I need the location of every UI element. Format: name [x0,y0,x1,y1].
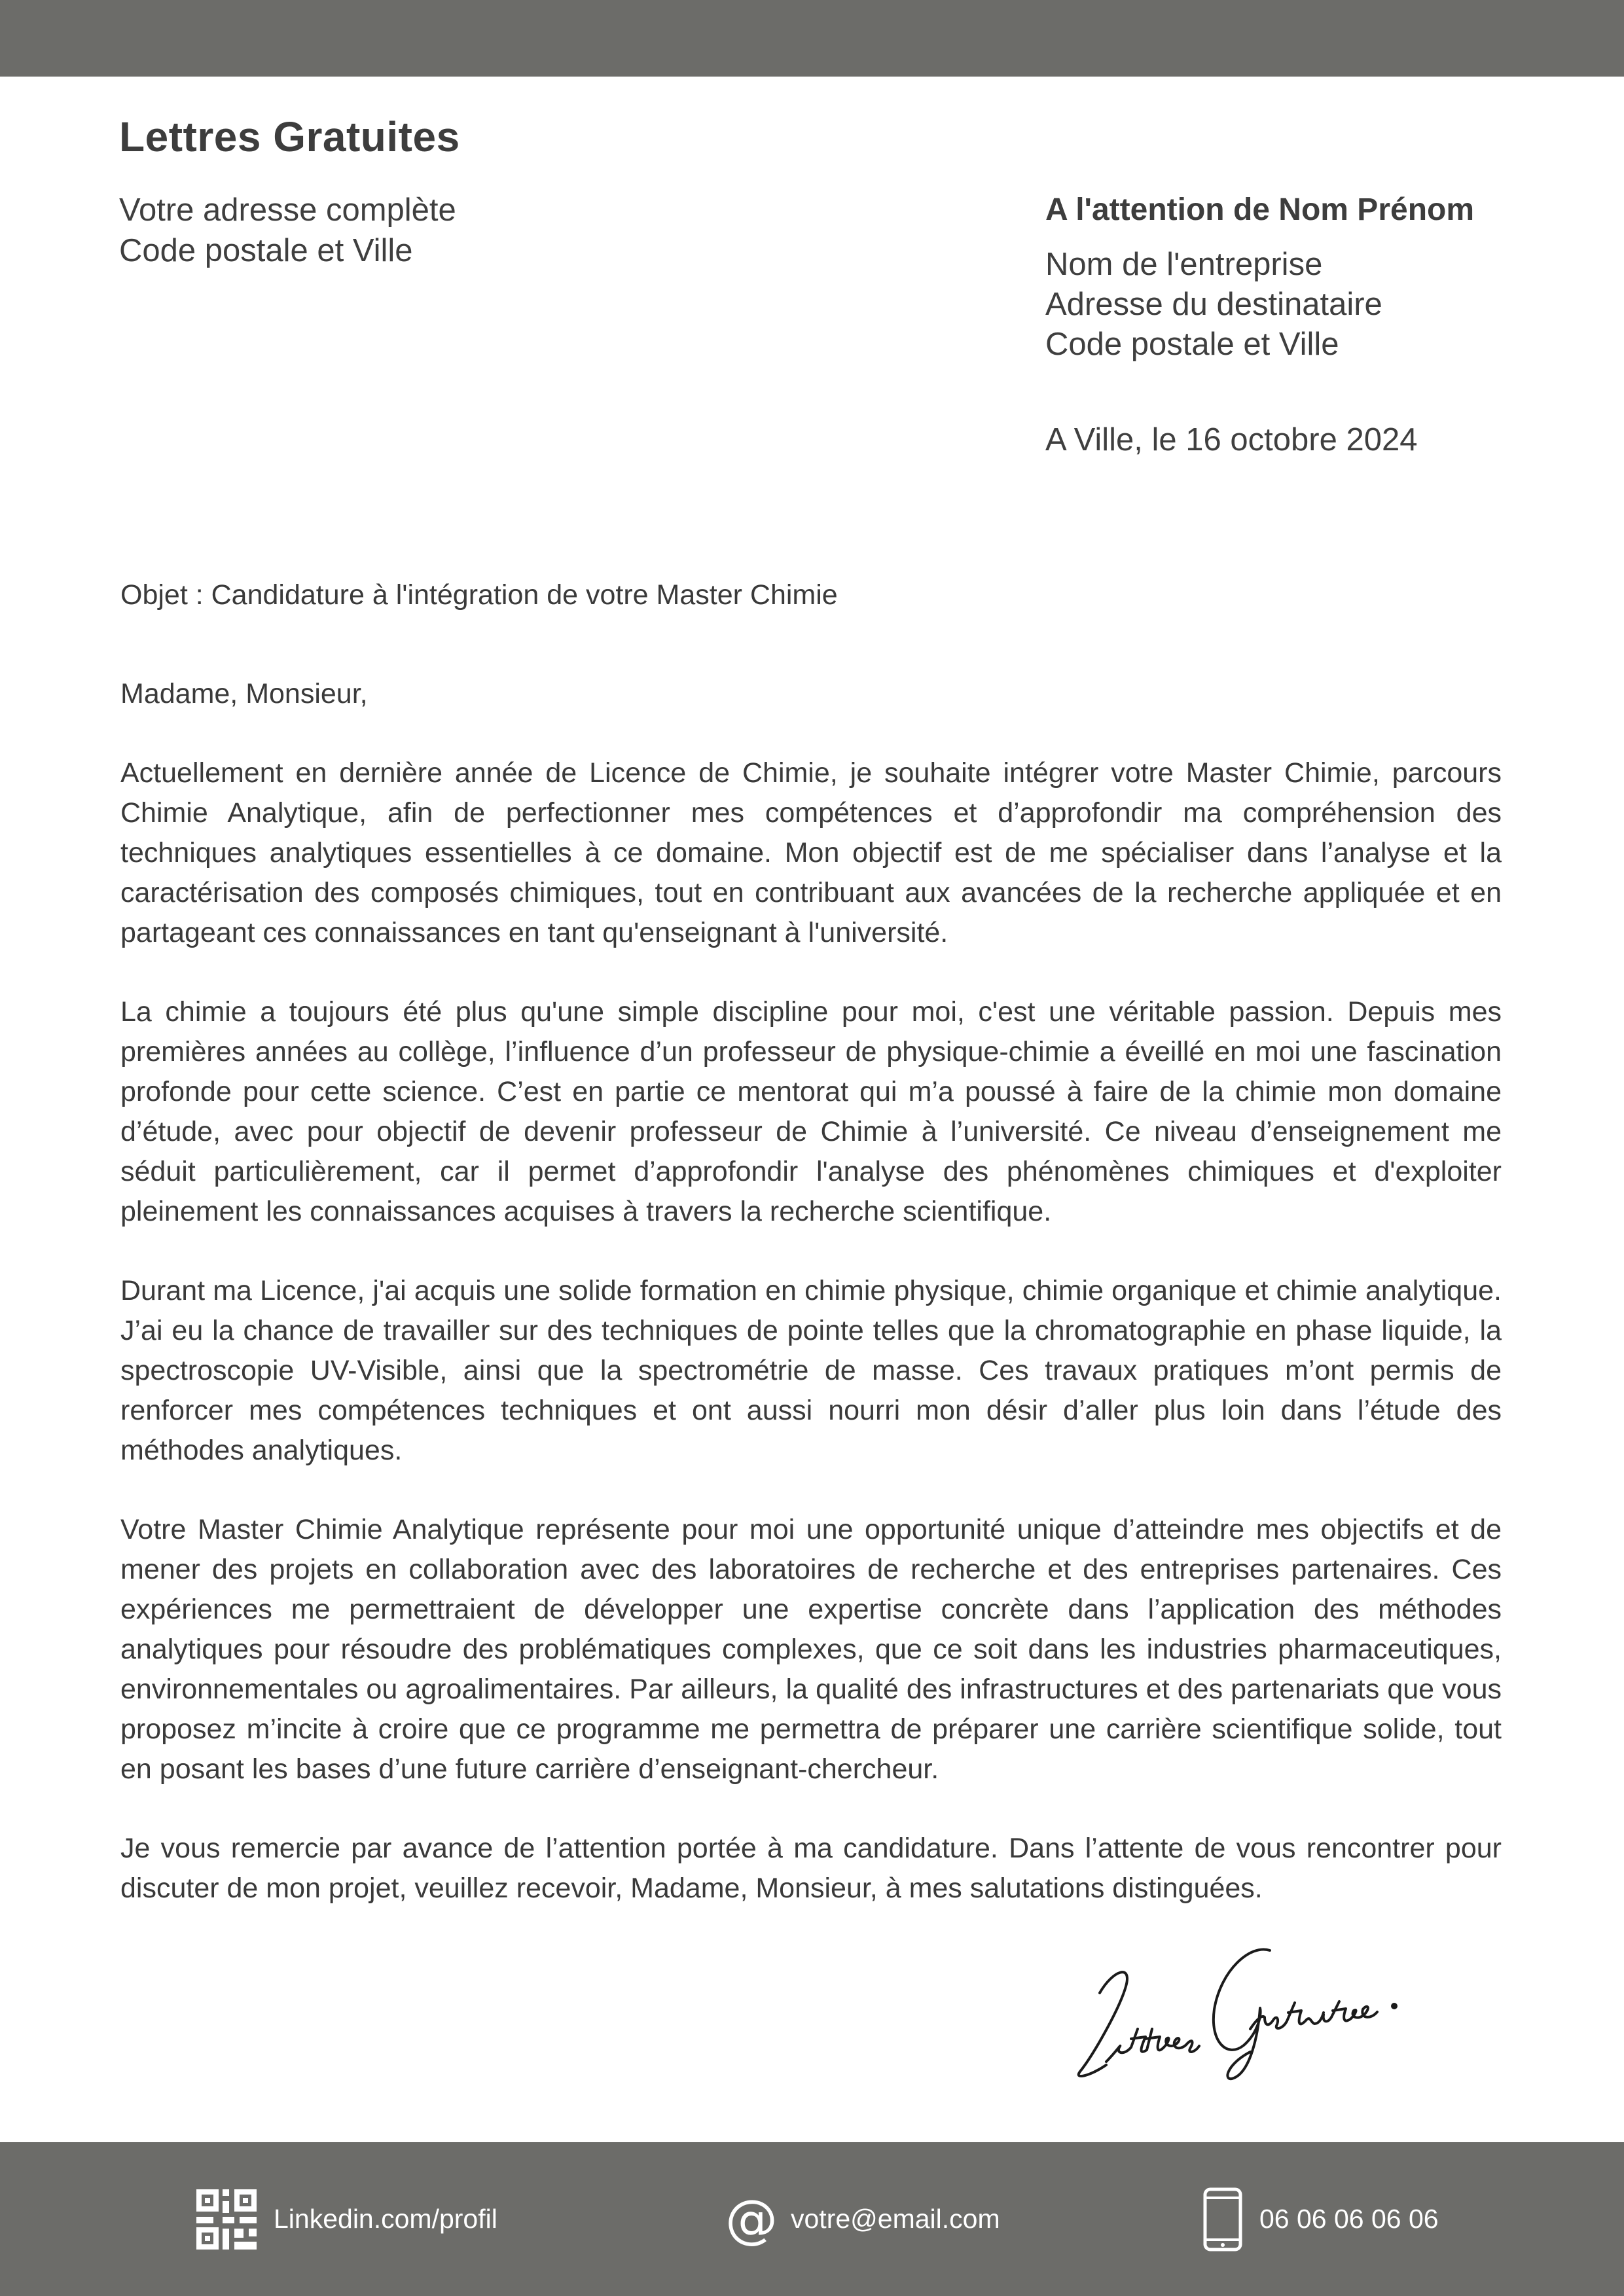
paragraph-3: Durant ma Licence, j'ai acquis une solide formation en chimie physique, chimie organique et chimie analytique. J’ai eu la chance de travailler sur des techniques de pointe telles que la chromatographie en phase liquide, la spectroscopie UV-Visible, ainsi que la spectrométrie de masse. Ces travaux pratiques m’ont permis de renforcer mes compétences techniques et ont aussi nourri mon désir d’aller plus loin dans l’étude des méthodes analytiques. [120,1275,1502,1466]
letter-object: Objet : Candidature à l'intégration de votre Master Chimie [120,579,838,611]
phone-number[interactable]: 06 06 06 06 06 [1259,2204,1439,2234]
letter-body [120,674,1502,1948]
recipient-street: Adresse du destinataire [1045,287,1382,322]
letter-date: A Ville, le 16 octobre 2024 [1045,422,1418,457]
sender-address [119,190,456,271]
recipient-city: Code postale et Ville [1045,327,1339,362]
email-link[interactable]: votre@email.com [791,2204,1000,2234]
footer-linkedin[interactable] [196,2142,497,2296]
salutation: Madame, Monsieur, [120,678,368,709]
footer-email[interactable] [725,2142,1000,2296]
qr-code-icon [196,2189,257,2250]
top-band [0,0,1624,77]
sender-name: Lettres Gratuites [119,113,460,160]
recipient-address [1045,245,1543,365]
sender-address-line: Votre adresse complète [119,192,456,228]
linkedin-link[interactable]: Linkedin.com/profil [274,2204,497,2234]
at-icon: @ [725,2189,778,2250]
handwritten-signature [1054,1931,1434,2088]
footer [0,2142,1624,2296]
sender-city-line: Code postale et Ville [119,233,413,268]
footer-phone[interactable] [1203,2142,1439,2296]
recipient-block [1045,190,1543,365]
paragraph-1: Actuellement en dernière année de Licence de Chimie, je souhaite intégrer votre Master Chimie, parcours Chimie Analytique, afin de perfectionner mes compétences et d’approfondir ma compréhension des techniques analytiques essentielles à ce domaine. Mon objectif est de me spécialiser dans l’analyse et la caractérisation des composés chimiques, tout en contribuant aux avancées de la recherche appliquée et en partageant ces connaissances en tant qu'enseignant à l'université. [120,757,1502,948]
paragraph-5: Je vous remercie par avance de l’attention portée à ma candidature. Dans l’attente de vous rencontrer pour discuter de mon projet, veuillez recevoir, Madame, Monsieur, à mes salutations distinguées. [120,1833,1502,1904]
recipient-company: Nom de l'entreprise [1045,247,1323,282]
recipient-attention: A l'attention de Nom Prénom [1045,192,1475,227]
phone-icon [1203,2187,1242,2251]
paragraph-2: La chimie a toujours été plus qu'une simple discipline pour moi, c'est une véritable passion. Depuis mes premières années au collège, l’influence d’un professeur de physique-chimie a éveillé en moi une fascination profonde pour cette science. C’est en partie ce mentorat qui m’a poussé à faire de la chimie mon domaine d’étude, avec pour objectif de devenir professeur de Chimie à l’université. Ce niveau d’enseignement me séduit particulièrement, car il permet d’approfondir l'analyse des phénomènes chimiques et d'exploiter pleinement les connaissances acquises à travers la recherche scientifique. [120,996,1502,1227]
paragraph-4: Votre Master Chimie Analytique représente pour moi une opportunité unique d’atteindre mes objectifs et de mener des projets en collaboration avec des laboratoires de recherche et des entreprises partenaires. Ces expériences me permettraient de développer une expertise concrète dans l’application des méthodes analytiques pour résoudre des problématiques complexes, que ce soit dans les industries pharmaceutiques, environnementales ou agroalimentaires. Par ailleurs, la qualité des infrastructures et des partenariats que vous proposez m’incite à croire que ce programme me permettra de préparer une carrière scientifique solide, tout en posant les bases d’une future carrière d’enseignant-chercheur. [120,1514,1502,1785]
